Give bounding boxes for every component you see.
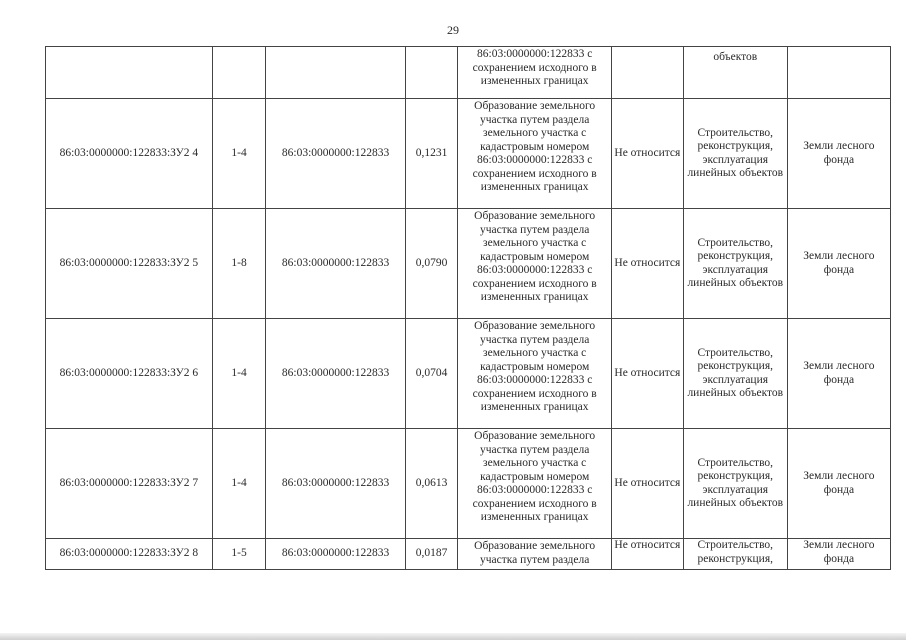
page-number: 29 bbox=[447, 23, 459, 37]
source-parcel-cell: 86:03:0000000:122833 bbox=[266, 429, 405, 539]
permitted-use-cell: Строительство, реконструкция, эксплуатация линейных объектов bbox=[683, 319, 787, 429]
source-parcel-cell: 86:03:0000000:122833 bbox=[266, 209, 405, 319]
category-range-cell: 1-4 bbox=[212, 429, 266, 539]
description-cell: Образование земельного участка путем раздела земельного участка с кадастровым номером 86:03:0000000:122833 с сохранением исходного в измененных границах bbox=[458, 99, 612, 209]
permitted-use-cell: Строительство, реконструкция, эксплуатация линейных объектов bbox=[683, 209, 787, 319]
area-cell bbox=[405, 47, 458, 99]
category-range-cell: 1-4 bbox=[212, 99, 266, 209]
relation-cell: Не относится bbox=[611, 429, 683, 539]
cadastral-id-cell: 86:03:0000000:122833:ЗУ2 7 bbox=[46, 429, 213, 539]
land-category-cell: Земли лесного фонда bbox=[787, 99, 890, 209]
area-cell: 0,1231 bbox=[405, 99, 458, 209]
table-row bbox=[46, 319, 891, 429]
scan-edge-strip bbox=[0, 633, 906, 640]
source-parcel-cell bbox=[266, 47, 405, 99]
table-row bbox=[46, 429, 891, 539]
permitted-use-cell: объектов bbox=[683, 47, 787, 99]
description-cell: Образование земельного участка путем раздела земельного участка с кадастровым номером 86:03:0000000:122833 с сохранением исходного в измененных границах bbox=[458, 319, 612, 429]
description-cell: Образование земельного участка путем раздела bbox=[458, 539, 612, 570]
permitted-use-cell: Строительство, реконструкция, эксплуатация линейных объектов bbox=[683, 429, 787, 539]
area-cell: 0,0790 bbox=[405, 209, 458, 319]
land-category-cell: Земли лесного фонда bbox=[787, 429, 890, 539]
table-row bbox=[46, 47, 891, 99]
relation-cell: Не относится bbox=[611, 319, 683, 429]
area-cell: 0,0187 bbox=[405, 539, 458, 570]
area-cell: 0,0704 bbox=[405, 319, 458, 429]
land-category-cell bbox=[787, 47, 890, 99]
description-cell: Образование земельного участка путем раздела земельного участка с кадастровым номером 86:03:0000000:122833 с сохранением исходного в измененных границах bbox=[458, 209, 612, 319]
land-category-cell: Земли лесного фонда bbox=[787, 539, 890, 570]
area-cell: 0,0613 bbox=[405, 429, 458, 539]
cadastral-id-cell: 86:03:0000000:122833:ЗУ2 4 bbox=[46, 99, 213, 209]
description-cell: Образование земельного участка путем раздела земельного участка с кадастровым номером 86:03:0000000:122833 с сохранением исходного в измененных границах bbox=[458, 429, 612, 539]
description-cell: 86:03:0000000:122833 с сохранением исходного в измененных границах bbox=[458, 47, 612, 99]
table-row bbox=[46, 99, 891, 209]
land-parcels-table bbox=[45, 46, 891, 570]
category-range-cell: 1-8 bbox=[212, 209, 266, 319]
table-row bbox=[46, 209, 891, 319]
permitted-use-cell: Строительство, реконструкция, bbox=[683, 539, 787, 570]
relation-cell bbox=[611, 47, 683, 99]
land-category-cell: Земли лесного фонда bbox=[787, 209, 890, 319]
category-range-cell: 1-5 bbox=[212, 539, 266, 570]
source-parcel-cell: 86:03:0000000:122833 bbox=[266, 319, 405, 429]
category-range-cell bbox=[212, 47, 266, 99]
category-range-cell: 1-4 bbox=[212, 319, 266, 429]
relation-cell: Не относится bbox=[611, 539, 683, 570]
cadastral-id-cell: 86:03:0000000:122833:ЗУ2 6 bbox=[46, 319, 213, 429]
source-parcel-cell: 86:03:0000000:122833 bbox=[266, 99, 405, 209]
table-row bbox=[46, 539, 891, 570]
cadastral-id-cell: 86:03:0000000:122833:ЗУ2 8 bbox=[46, 539, 213, 570]
cadastral-id-cell bbox=[46, 47, 213, 99]
relation-cell: Не относится bbox=[611, 209, 683, 319]
land-category-cell: Земли лесного фонда bbox=[787, 319, 890, 429]
source-parcel-cell: 86:03:0000000:122833 bbox=[266, 539, 405, 570]
cadastral-id-cell: 86:03:0000000:122833:ЗУ2 5 bbox=[46, 209, 213, 319]
permitted-use-cell: Строительство, реконструкция, эксплуатация линейных объектов bbox=[683, 99, 787, 209]
relation-cell: Не относится bbox=[611, 99, 683, 209]
